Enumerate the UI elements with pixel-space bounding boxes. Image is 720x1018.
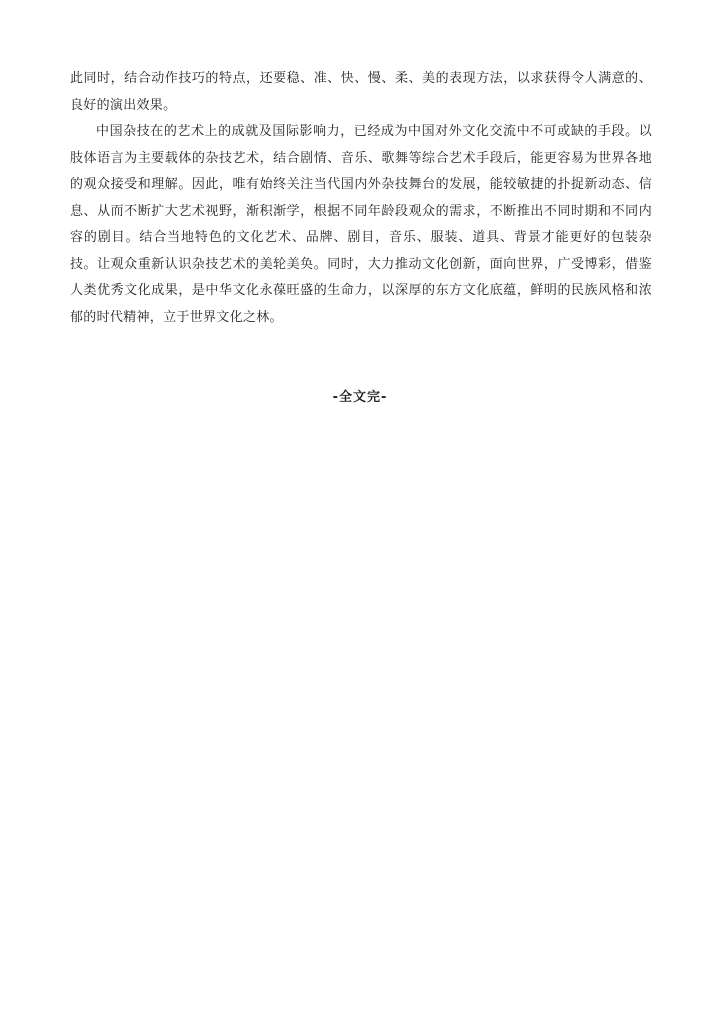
end-of-text-mark: -全文完- [332, 390, 388, 405]
paragraph-acrobatics-influence: 中国杂技在的艺术上的成就及国际影响力，已经成为中国对外文化交流中不可或缺的手段。以肢体语言为主要载体的杂技艺术，结合剧情、音乐、歌舞等综合艺术手段后，能更容易为世界各地的观众接受和理解。因此，唯有始终关注当代国内外杂技舞台的发展，能较敏捷的扑捉新动态、信息、从而不断扩大艺术视野，渐积渐学，根据不同年龄段观众的需求，不断推出不同时期和不同内容的剧目。结合当地特色的文化艺术、品牌、剧目，音乐、服装、道具、背景才能更好的包装杂技。让观众重新认识杂技艺术的美轮美奂。同时，大力推动文化创新，面向世界，广受博彩，借鉴人类优秀文化成果，是中华文化永葆旺盛的生命力，以深厚的东方文化底蕴，鲜明的民族风格和浓郁的时代精神，立于世界文化之林。 [70, 124, 652, 325]
paragraph-continuation: 此同时，结合动作技巧的特点，还要稳、准、快、慢、柔、美的表现方法，以求获得令人满意的、良好的演出效果。 [70, 71, 652, 113]
body-text [70, 66, 652, 331]
